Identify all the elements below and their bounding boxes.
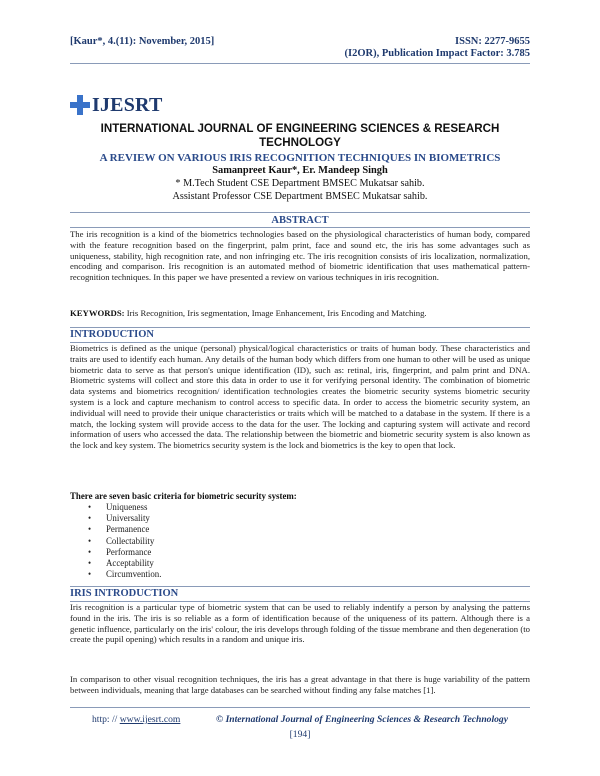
running-header-left: [Kaur*, 4.(11): November, 2015]: [70, 36, 215, 47]
introduction-text: Biometrics is defined as the unique (personal) physical/logical characteristics or traits of human body. These characteristics and traits are used to identify each human. Any details of the human body which differs from one human to other will be used as unique biometric data to serve as that person's unique identification (ID), such as: retinal, iris, fingerprint, and palm print and DNA. Biometric systems will collect and store this data in order to use it for verifying personal identity. The combination of biometric data systems and biometrics recognition/ identification technologies creates the biometric security systems biometric security system is a lock and capture mechanism to control access to specific data. In order to access the biometric security system, an individual will need to provide their unique characteristics or traits which will be matched to a database in the system. If there is a match, the locking system will provide access to the data for the user. The locking and capturing system will activate and record information of users who accessed the data. The relationship between the biometric and biometric security system is also known as the lock and key system. The biometrics security system is the lock and biometrics is the key to open that lock.: [70, 343, 530, 451]
page-number: [194]: [289, 729, 311, 740]
journal-website-link[interactable]: www.ijesrt.com: [119, 714, 181, 725]
journal-name: [70, 122, 530, 150]
journal-name-line1: INTERNATIONAL JOURNAL OF ENGINEERING SCIENCES & RESEARCH: [100, 122, 500, 135]
plus-icon: [70, 95, 90, 115]
header-rule: [70, 63, 530, 64]
iris-introduction-heading: IRIS INTRODUCTION: [70, 588, 179, 599]
impact-factor: (I2OR), Publication Impact Factor: 3.785: [344, 48, 530, 59]
keywords-text: Iris Recognition, Iris segmentation, Image Enhancement, Iris Encoding and Matching.: [124, 308, 427, 318]
footer-url: [92, 714, 180, 725]
issn: ISSN: 2277-9655: [455, 36, 530, 47]
authors: Samanpreet Kaur*, Er. Mandeep Singh: [212, 165, 388, 176]
footer-url-prefix: http: //: [92, 714, 120, 725]
footer-rule: [70, 707, 530, 708]
criteria-list: [88, 502, 161, 580]
logo-text: IJESRT: [92, 93, 163, 116]
iris-text-2: In comparison to other visual recognition techniques, the iris has a great advantage in that there is huge variability of the pattern between individuals, meaning that large databases can be searched without finding any false matches [1].: [70, 674, 530, 695]
keywords: [70, 308, 530, 319]
intro-rule-top: [70, 327, 530, 328]
list-item: • Uniqueness: [88, 502, 161, 513]
criteria-heading: There are seven basic criteria for biometric security system:: [70, 491, 297, 501]
keywords-label: KEYWORDS:: [70, 308, 125, 318]
affiliation-2: Assistant Professor CSE Department BMSEC Mukatsar sahib.: [172, 191, 428, 202]
journal-name-line2: TECHNOLOGY: [259, 136, 341, 149]
iris-rule-top: [70, 586, 530, 587]
list-item: • Collectability: [88, 536, 161, 547]
list-item: • Universality: [88, 513, 161, 524]
footer-copyright: © International Journal of Engineering Sciences & Research Technology: [216, 714, 508, 725]
abstract-heading: ABSTRACT: [271, 215, 329, 226]
list-item: • Acceptability: [88, 558, 161, 569]
iris-text-1: Iris recognition is a particular type of biometric system that can be used to reliably indentify a person by analysing the patterns found in the iris. The iris is so reliable as a form of identification because of the uniqueness of its pattern. Although there is a genetic influence, particularly on the iris' colour, the iris develops through folding of the tissue membrane and then degeneration (to create the pupil opening) which results in a random and unique iris.: [70, 602, 530, 645]
abstract-rule-bottom: [70, 227, 530, 228]
abstract-rule-top: [70, 212, 530, 213]
affiliation-1: * M.Tech Student CSE Department BMSEC Mukatsar sahib.: [175, 178, 425, 189]
list-item: • Permanence: [88, 524, 161, 535]
abstract-text: The iris recognition is a kind of the biometrics technologies based on the physiological characteristics of human body, compared with the feature recognition based on the fingerprint, palm print, face and sound etc, the iris has some advantages such as uniqueness, stability, high recognition rate, and non infringing etc. The iris recognition consists of iris localization, normalization, encoding and comparison. Iris recognition is an automated method of biometric identification that uses mathematical pattern-recognition techniques. In this paper we have presented a review on various techniques in iris recognition.: [70, 229, 530, 283]
paper-title: A REVIEW ON VARIOUS IRIS RECOGNITION TECHNIQUES IN BIOMETRICS: [99, 152, 501, 164]
list-item: • Circumvention.: [88, 569, 161, 580]
introduction-heading: INTRODUCTION: [70, 329, 155, 340]
list-item: • Performance: [88, 547, 161, 558]
journal-logo: [70, 92, 163, 118]
